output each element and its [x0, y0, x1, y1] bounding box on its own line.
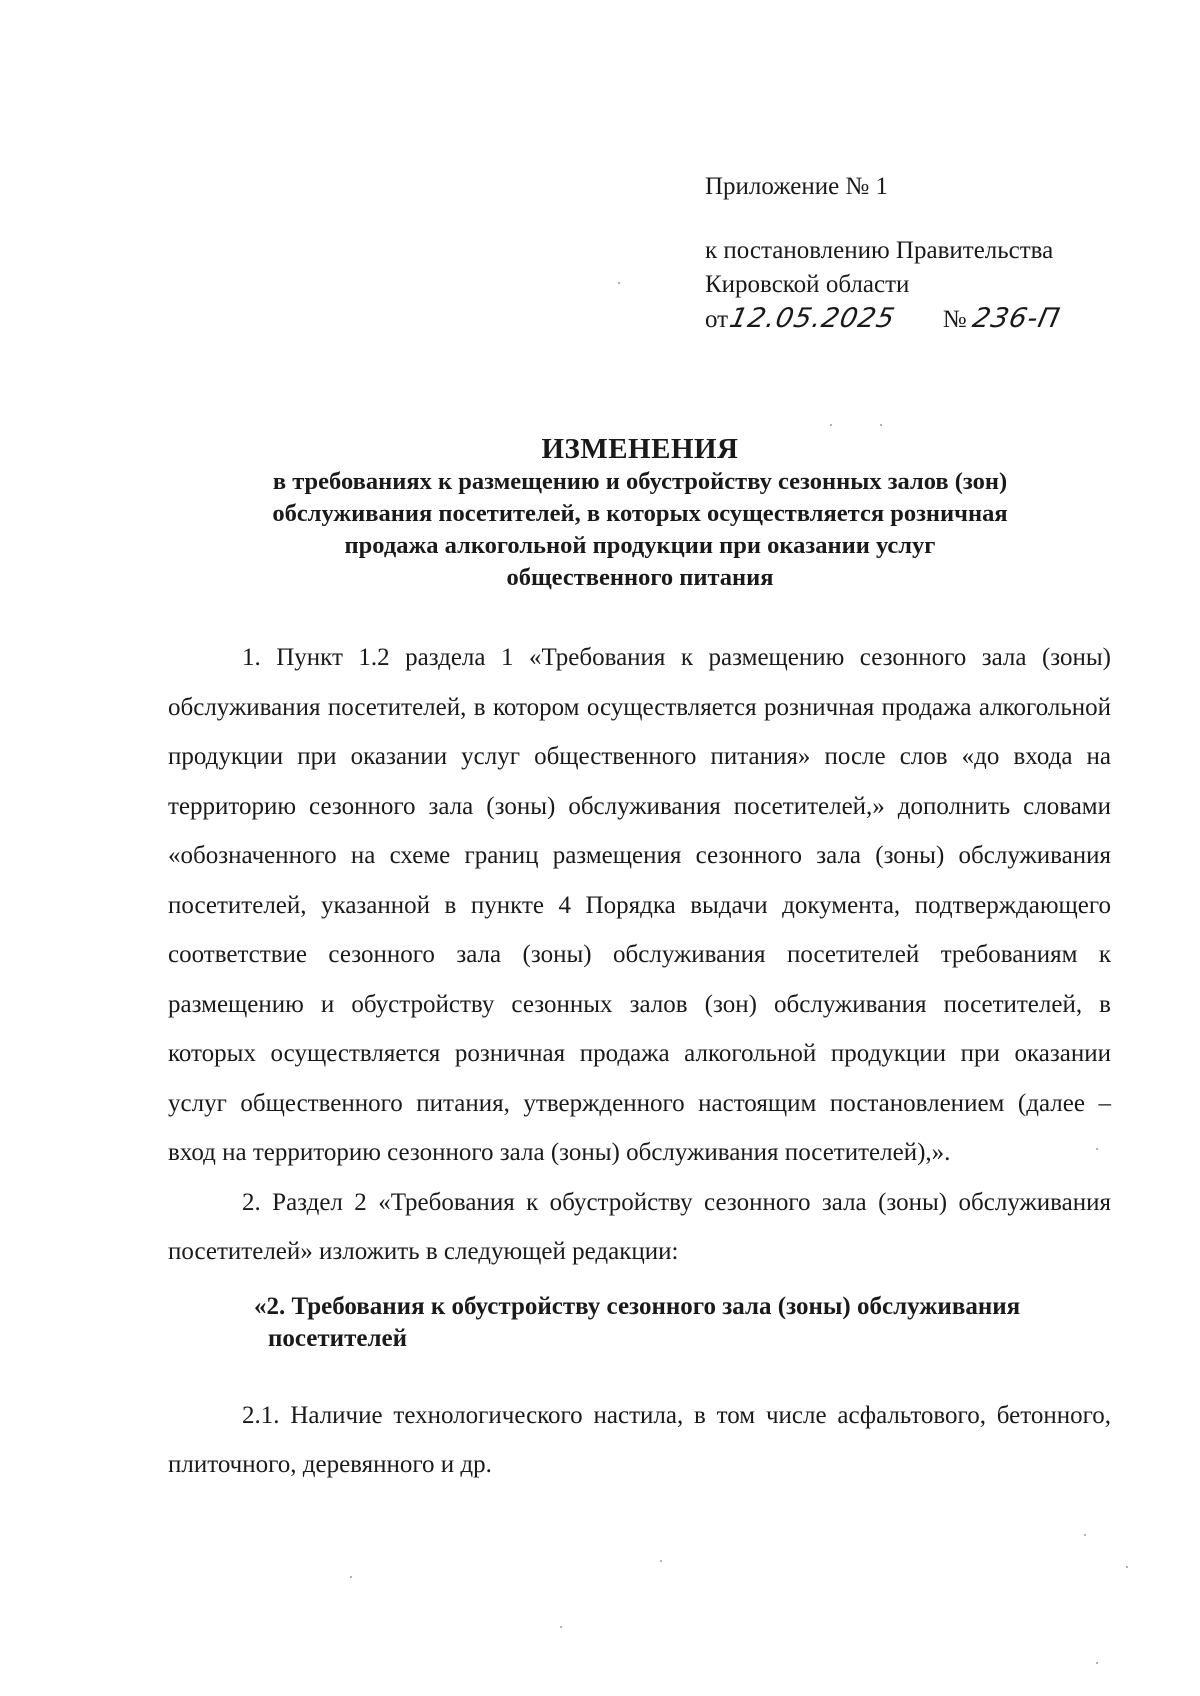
paragraph-2: 2. Раздел 2 «Требования к обустройству сезонного зала (зоны) обслуживания посетителей» изложить в следующей редакции:: [168, 1188, 1111, 1265]
appendix-region: Кировской области: [705, 271, 910, 298]
appendix-header: [705, 170, 1125, 337]
appendix-resolution: к постановлению Правительства: [705, 237, 1054, 264]
document-body: [168, 633, 1111, 1490]
title-sub-line: общественного питания: [506, 564, 774, 591]
handwritten-date: 12.05.2025: [726, 303, 899, 334]
appendix-number: Приложение № 1: [705, 173, 889, 200]
section-heading: «2. Требования к обустройству сезонного зала (зоны) обслуживания посетителей: [254, 1292, 1021, 1352]
number-label: №: [942, 306, 967, 333]
from-label: от: [705, 306, 729, 333]
handwritten-number: 236-П: [969, 303, 1063, 334]
title-sub-line: продажа алкогольной продукции при оказании услуг: [344, 532, 936, 559]
title-sub-line: в требованиях к размещению и обустройству сезонных залов (зон): [272, 468, 1008, 495]
title-main: ИЗМЕНЕНИЯ: [541, 433, 739, 465]
title-subtitle: [150, 466, 1130, 594]
paragraph-1: 1. Пункт 1.2 раздела 1 «Требования к размещению сезонного зала (зоны) обслуживания посетителей, в котором осуществляется розничная продажа алкогольной продукции при оказании услуг общественного питания» после слов «до входа на территорию сезонного зала (зоны) обслуживания посетителей,» дополнить словами «обозначенного на схеме границ размещения сезонного зала (зоны) обслуживания посетителей, указанной в пункте 4 Порядка выдачи документа, подтверждающего соответствие сезонного зала (зоны) обслуживания посетителей требованиям к размещению и обустройству сезонных залов (зон) обслуживания посетителей, в которых осуществляется розничная продажа алкогольной продукции при оказании услуг общественного питания, утвержденного настоящим постановлением (далее – вход на территорию сезонного зала (зоны) обслуживания посетителей),».: [168, 644, 1111, 1166]
paragraph-2-1: 2.1. Наличие технологического настила, в том числе асфальтового, бетонного, плиточного, деревянного и др.: [168, 1401, 1111, 1478]
title-sub-line: обслуживания посетителей, в которых осуществляется розничная: [272, 500, 1008, 527]
appendix-date-number-line: [705, 302, 1125, 337]
document-title: [150, 432, 1130, 594]
